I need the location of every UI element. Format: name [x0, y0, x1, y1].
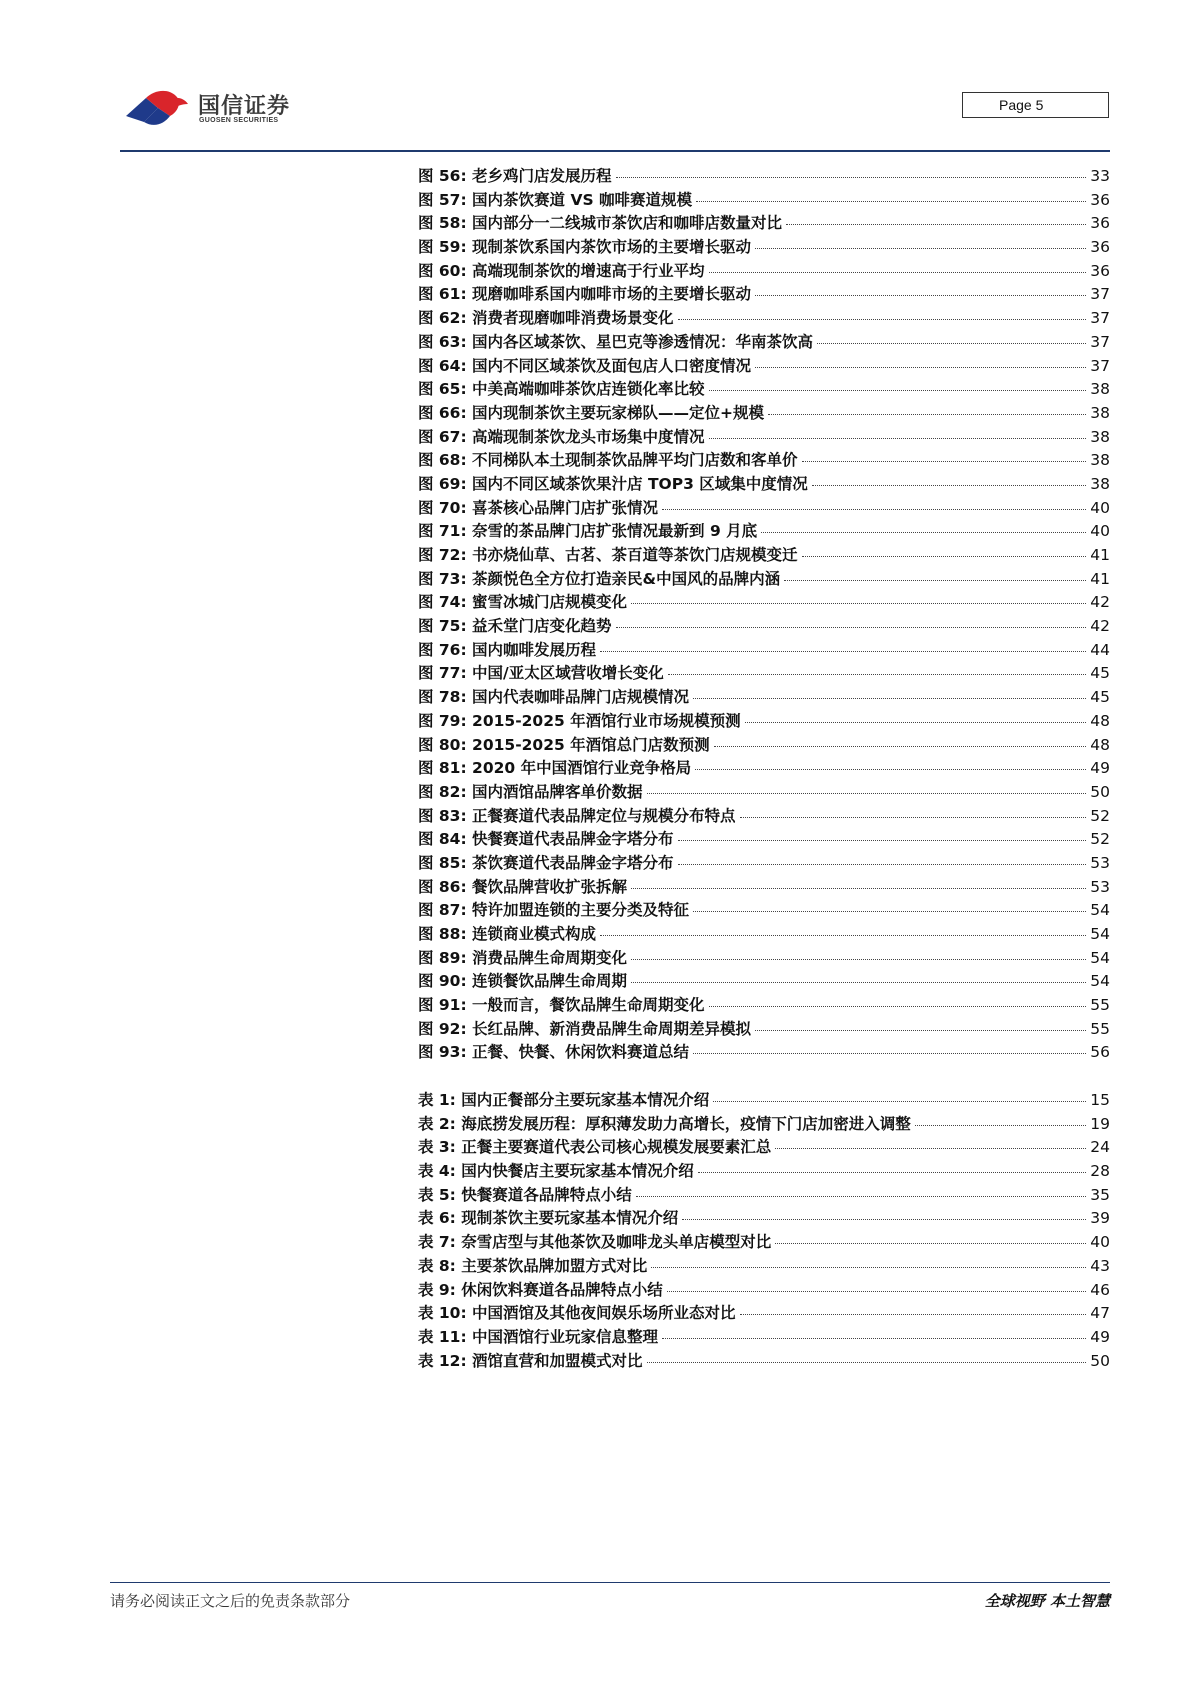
entry-title: 图 90: 连锁餐饮品牌生命周期: [418, 972, 628, 991]
dot-leader: [668, 674, 1087, 675]
dot-leader: [915, 1125, 1086, 1126]
figure-index-entry[interactable]: [418, 780, 1110, 804]
entry-page-number: 38: [1090, 474, 1110, 493]
table-index-entry[interactable]: [418, 1088, 1110, 1112]
entry-page-number: 54: [1090, 948, 1110, 967]
entry-page-number: 41: [1090, 546, 1110, 564]
entry-title: 图 75: 益禾堂门店变化趋势: [418, 617, 612, 636]
table-index-entry[interactable]: [418, 1278, 1110, 1302]
entry-page-number: 50: [1090, 1351, 1110, 1370]
entry-page-number: 15: [1090, 1091, 1110, 1109]
entry-title: 图 81: 2020 年中国酒馆行业竞争格局: [418, 759, 692, 778]
dot-leader: [662, 1338, 1086, 1339]
entry-page-number: 45: [1090, 688, 1110, 707]
dot-leader: [812, 485, 1087, 486]
entry-page-number: 47: [1090, 1304, 1110, 1323]
entry-title: 表 12: 酒馆直营和加盟模式对比: [418, 1351, 643, 1370]
dot-leader: [696, 201, 1086, 202]
figure-index-entry[interactable]: [418, 922, 1110, 946]
entry-title: 图 59: 现制茶饮系国内茶饮市场的主要增长驱动: [418, 238, 752, 257]
entry-page-number: 38: [1090, 403, 1110, 422]
entry-title: 图 80: 2015-2025 年酒馆总门店数预测: [418, 735, 710, 754]
figure-index-entry[interactable]: [418, 969, 1110, 993]
entry-page-number: 56: [1090, 1043, 1110, 1062]
entry-title: 图 70: 喜茶核心品牌门店扩张情况: [418, 498, 659, 517]
entry-page-number: 48: [1090, 735, 1110, 754]
dot-leader: [647, 1362, 1087, 1363]
figure-index-entry[interactable]: [418, 993, 1110, 1017]
dot-leader: [755, 295, 1086, 296]
entry-page-number: 38: [1090, 427, 1110, 446]
dot-leader: [709, 438, 1087, 439]
entry-page-number: 42: [1090, 593, 1110, 612]
dot-leader: [647, 793, 1087, 794]
figure-index-list: [418, 164, 1110, 1064]
table-index-entry[interactable]: [418, 1112, 1110, 1136]
entry-page-number: 40: [1090, 498, 1110, 517]
entry-title: 图 57: 国内茶饮赛道 VS 咖啡赛道规模: [418, 190, 693, 209]
dot-leader: [678, 840, 1087, 841]
entry-page-number: 52: [1090, 830, 1110, 849]
dot-leader: [714, 746, 1087, 747]
entry-title: 表 7: 奈雪店型与其他茶饮及咖啡龙头单店模型对比: [418, 1233, 772, 1252]
entry-title: 图 92: 长红品牌、新消费品牌生命周期差异模拟: [418, 1019, 752, 1038]
entry-page-number: 44: [1090, 640, 1110, 659]
entry-title: 图 69: 国内不同区域茶饮果汁店 TOP3 区域集中度情况: [418, 474, 808, 493]
dot-leader: [600, 935, 1086, 936]
figure-index-entry[interactable]: [418, 875, 1110, 899]
figure-index-entry[interactable]: [418, 306, 1110, 330]
entry-title: 表 9: 休闲饮料赛道各品牌特点小结: [418, 1280, 663, 1299]
dot-leader: [740, 1314, 1087, 1315]
entry-title: 图 58: 国内部分一二线城市茶饮店和咖啡店数量对比: [418, 214, 783, 233]
logo-chinese-name: 国信证券: [198, 94, 291, 119]
dot-leader: [802, 461, 1087, 462]
entry-page-number: 54: [1090, 901, 1110, 920]
figure-index-entry[interactable]: [418, 496, 1110, 520]
figure-index-entry[interactable]: [418, 638, 1110, 662]
entry-title: 表 5: 快餐赛道各品牌特点小结: [418, 1185, 632, 1204]
entry-page-number: 55: [1090, 1019, 1110, 1038]
entry-title: 图 78: 国内代表咖啡品牌门店规模情况: [418, 688, 690, 707]
table-index-entry[interactable]: [418, 1183, 1110, 1207]
dot-leader: [667, 1291, 1086, 1292]
entry-title: 图 87: 特许加盟连锁的主要分类及特征: [418, 901, 690, 920]
dot-leader: [768, 414, 1086, 415]
entry-page-number: 55: [1090, 996, 1110, 1015]
entry-page-number: 49: [1090, 1327, 1110, 1346]
entry-page-number: 39: [1090, 1209, 1110, 1228]
dot-leader: [678, 864, 1087, 865]
figure-index-entry[interactable]: [418, 851, 1110, 875]
dot-leader: [631, 982, 1086, 983]
entry-title: 表 2: 海底捞发展历程：厚积薄发助力高增长，疫情下门店加密进入调整: [418, 1114, 911, 1133]
table-index-entry[interactable]: [418, 1325, 1110, 1349]
entry-page-number: 40: [1090, 522, 1110, 541]
figure-index-entry[interactable]: [418, 590, 1110, 614]
entry-page-number: 36: [1090, 190, 1110, 209]
entry-title: 图 74: 蜜雪冰城门店规模变化: [418, 593, 628, 612]
figure-index-entry[interactable]: [418, 756, 1110, 780]
figure-index-entry[interactable]: [418, 543, 1110, 567]
entry-page-number: 53: [1090, 877, 1110, 896]
entry-title: 图 88: 连锁商业模式构成: [418, 925, 597, 943]
entry-page-number: 24: [1090, 1138, 1110, 1157]
entry-title: 图 76: 国内咖啡发展历程: [418, 640, 597, 659]
figure-index-entry[interactable]: [418, 827, 1110, 851]
entry-page-number: 54: [1090, 972, 1110, 991]
entry-page-number: 37: [1090, 285, 1110, 304]
entry-title: 图 61: 现磨咖啡系国内咖啡市场的主要增长驱动: [418, 285, 752, 304]
entry-page-number: 52: [1090, 806, 1110, 825]
entry-page-number: 36: [1090, 238, 1110, 257]
entry-page-number: 36: [1090, 214, 1110, 233]
entry-title: 图 79: 2015-2025 年酒馆行业市场规模预测: [418, 711, 741, 730]
entry-page-number: 40: [1090, 1233, 1110, 1252]
entry-title: 表 6: 现制茶饮主要玩家基本情况介绍: [418, 1209, 679, 1228]
entry-title: 图 56: 老乡鸡门店发展历程: [418, 167, 612, 185]
entry-title: 表 1: 国内正餐部分主要玩家基本情况介绍: [418, 1091, 710, 1109]
dot-leader: [695, 769, 1086, 770]
figure-index-entry[interactable]: [418, 354, 1110, 378]
entry-page-number: 36: [1090, 261, 1110, 280]
figure-index-entry[interactable]: [418, 709, 1110, 733]
dot-leader: [631, 888, 1086, 889]
footer-disclaimer: 请务必阅读正文之后的免责条款部分: [110, 1592, 351, 1610]
dot-leader: [651, 1267, 1086, 1268]
entry-title: 图 84: 快餐赛道代表品牌金字塔分布: [418, 830, 674, 849]
figure-index-entry[interactable]: [418, 661, 1110, 685]
entry-title: 表 10: 中国酒馆及其他夜间娱乐场所业态对比: [418, 1304, 736, 1323]
table-index-entry[interactable]: [418, 1159, 1110, 1183]
figure-index-entry[interactable]: [418, 282, 1110, 306]
figure-index-entry[interactable]: [418, 235, 1110, 259]
figure-index-entry[interactable]: [418, 685, 1110, 709]
entry-title: 图 71: 奈雪的茶品牌门店扩张情况最新到 9 月底: [418, 522, 758, 541]
page-number-box: Page 5: [962, 92, 1109, 118]
footer-slogan: 全球视野 本土智慧: [984, 1592, 1110, 1610]
entry-title: 图 91: 一般而言，餐饮品牌生命周期变化: [418, 996, 705, 1015]
entry-page-number: 37: [1090, 332, 1110, 351]
entry-page-number: 50: [1090, 782, 1110, 801]
entry-page-number: 53: [1090, 853, 1110, 872]
figure-index-entry[interactable]: [418, 614, 1110, 638]
dot-leader: [755, 1030, 1086, 1031]
entry-page-number: 37: [1090, 356, 1110, 375]
table-index-entry[interactable]: [418, 1206, 1110, 1230]
dot-leader: [693, 698, 1086, 699]
entry-title: 图 82: 国内酒馆品牌客单价数据: [418, 782, 643, 801]
entry-page-number: 46: [1090, 1280, 1110, 1299]
entry-title: 图 77: 中国/亚太区域营收增长变化: [418, 664, 664, 683]
logo-english-name: GUOSEN SECURITIES: [199, 117, 279, 124]
dot-leader: [713, 1101, 1086, 1102]
dot-leader: [740, 817, 1087, 818]
dot-leader: [600, 651, 1086, 652]
dot-leader: [755, 367, 1086, 368]
figure-index-entry[interactable]: [418, 211, 1110, 235]
dot-leader: [616, 627, 1087, 628]
figure-index-entry[interactable]: [418, 733, 1110, 757]
entry-title: 表 8: 主要茶饮品牌加盟方式对比: [418, 1256, 648, 1275]
entry-title: 图 83: 正餐赛道代表品牌定位与规模分布特点: [418, 806, 736, 825]
header-divider: [120, 150, 1110, 152]
table-index-list: [418, 1088, 1110, 1372]
dot-leader: [636, 1196, 1086, 1197]
entry-page-number: 28: [1090, 1162, 1110, 1181]
figure-index-entry[interactable]: [418, 330, 1110, 354]
entry-page-number: 37: [1090, 309, 1110, 328]
figure-index-entry[interactable]: [418, 898, 1110, 922]
dot-leader: [662, 509, 1086, 510]
figure-index-entry[interactable]: [418, 401, 1110, 425]
figure-index-entry[interactable]: [418, 188, 1110, 212]
entry-title: 图 67: 高端现制茶饮龙头市场集中度情况: [418, 427, 705, 446]
dot-leader: [755, 248, 1086, 249]
figure-index-entry[interactable]: [418, 377, 1110, 401]
dot-leader: [693, 1053, 1086, 1054]
dot-leader: [631, 959, 1086, 960]
figure-index-entry[interactable]: [418, 425, 1110, 449]
table-index-entry[interactable]: [418, 1230, 1110, 1254]
entry-title: 图 64: 国内不同区域茶饮及面包店人口密度情况: [418, 356, 752, 375]
entry-page-number: 54: [1090, 925, 1110, 943]
entry-title: 图 68: 不同梯队本土现制茶饮品牌平均门店数和客单价: [418, 451, 798, 470]
figure-index-entry[interactable]: [418, 1040, 1110, 1064]
guosen-logo-icon: [124, 86, 196, 132]
entry-title: 表 11: 中国酒馆行业玩家信息整理: [418, 1327, 659, 1346]
entry-title: 图 85: 茶饮赛道代表品牌金字塔分布: [418, 853, 674, 872]
entry-page-number: 38: [1090, 451, 1110, 470]
dot-leader: [784, 580, 1086, 581]
figure-index-entry[interactable]: [418, 472, 1110, 496]
entry-title: 图 93: 正餐、快餐、休闲饮料赛道总结: [418, 1043, 690, 1062]
dot-leader: [802, 556, 1087, 557]
entry-title: 图 66: 国内现制茶饮主要玩家梯队——定位+规模: [418, 403, 765, 422]
entry-page-number: 38: [1090, 380, 1110, 399]
table-index-entry[interactable]: [418, 1349, 1110, 1373]
entry-page-number: 42: [1090, 617, 1110, 636]
entry-title: 图 62: 消费者现磨咖啡消费场景变化: [418, 309, 674, 328]
dot-leader: [775, 1148, 1086, 1149]
dot-leader: [698, 1172, 1086, 1173]
entry-title: 图 73: 茶颜悦色全方位打造亲民&中国风的品牌内涵: [418, 569, 781, 588]
figure-index-entry[interactable]: [418, 567, 1110, 591]
figure-index-entry[interactable]: [418, 448, 1110, 472]
entry-title: 图 86: 餐饮品牌营收扩张拆解: [418, 877, 628, 896]
dot-leader: [817, 343, 1086, 344]
entry-page-number: 19: [1090, 1114, 1110, 1133]
dot-leader: [745, 722, 1087, 723]
figure-index-entry[interactable]: [418, 164, 1110, 188]
dot-leader: [678, 319, 1087, 320]
guosen-logo: [124, 86, 304, 132]
figure-index-entry[interactable]: [418, 946, 1110, 970]
dot-leader: [709, 390, 1087, 391]
entry-page-number: 45: [1090, 664, 1110, 683]
entry-page-number: 49: [1090, 759, 1110, 778]
dot-leader: [616, 177, 1087, 178]
dot-leader: [709, 272, 1087, 273]
entry-title: 图 65: 中美高端咖啡茶饮店连锁化率比较: [418, 380, 705, 399]
dot-leader: [682, 1219, 1086, 1220]
figure-index-entry[interactable]: [418, 519, 1110, 543]
entry-page-number: 43: [1090, 1256, 1110, 1275]
entry-page-number: 41: [1090, 569, 1110, 588]
dot-leader: [761, 532, 1086, 533]
entry-page-number: 33: [1090, 167, 1110, 185]
table-index-entry[interactable]: [418, 1254, 1110, 1278]
entry-title: 表 4: 国内快餐店主要玩家基本情况介绍: [418, 1162, 694, 1181]
entry-title: 表 3: 正餐主要赛道代表公司核心规模发展要素汇总: [418, 1138, 772, 1157]
entry-page-number: 35: [1090, 1185, 1110, 1204]
figure-index-entry[interactable]: [418, 1017, 1110, 1041]
table-index-entry[interactable]: [418, 1135, 1110, 1159]
figure-index-entry[interactable]: [418, 804, 1110, 828]
entry-title: 图 89: 消费品牌生命周期变化: [418, 948, 628, 967]
entry-page-number: 48: [1090, 711, 1110, 730]
entry-title: 图 72: 书亦烧仙草、古茗、茶百道等茶饮门店规模变迁: [418, 546, 798, 564]
entry-title: 图 60: 高端现制茶饮的增速高于行业平均: [418, 261, 705, 280]
footer-divider: [110, 1582, 1110, 1583]
dot-leader: [775, 1243, 1086, 1244]
dot-leader: [631, 603, 1086, 604]
dot-leader: [786, 224, 1086, 225]
entry-title: 图 63: 国内各区域茶饮、星巴克等渗透情况：华南茶饮高: [418, 332, 814, 351]
figure-index-entry[interactable]: [418, 259, 1110, 283]
table-index-entry[interactable]: [418, 1301, 1110, 1325]
dot-leader: [709, 1006, 1087, 1007]
dot-leader: [693, 911, 1086, 912]
